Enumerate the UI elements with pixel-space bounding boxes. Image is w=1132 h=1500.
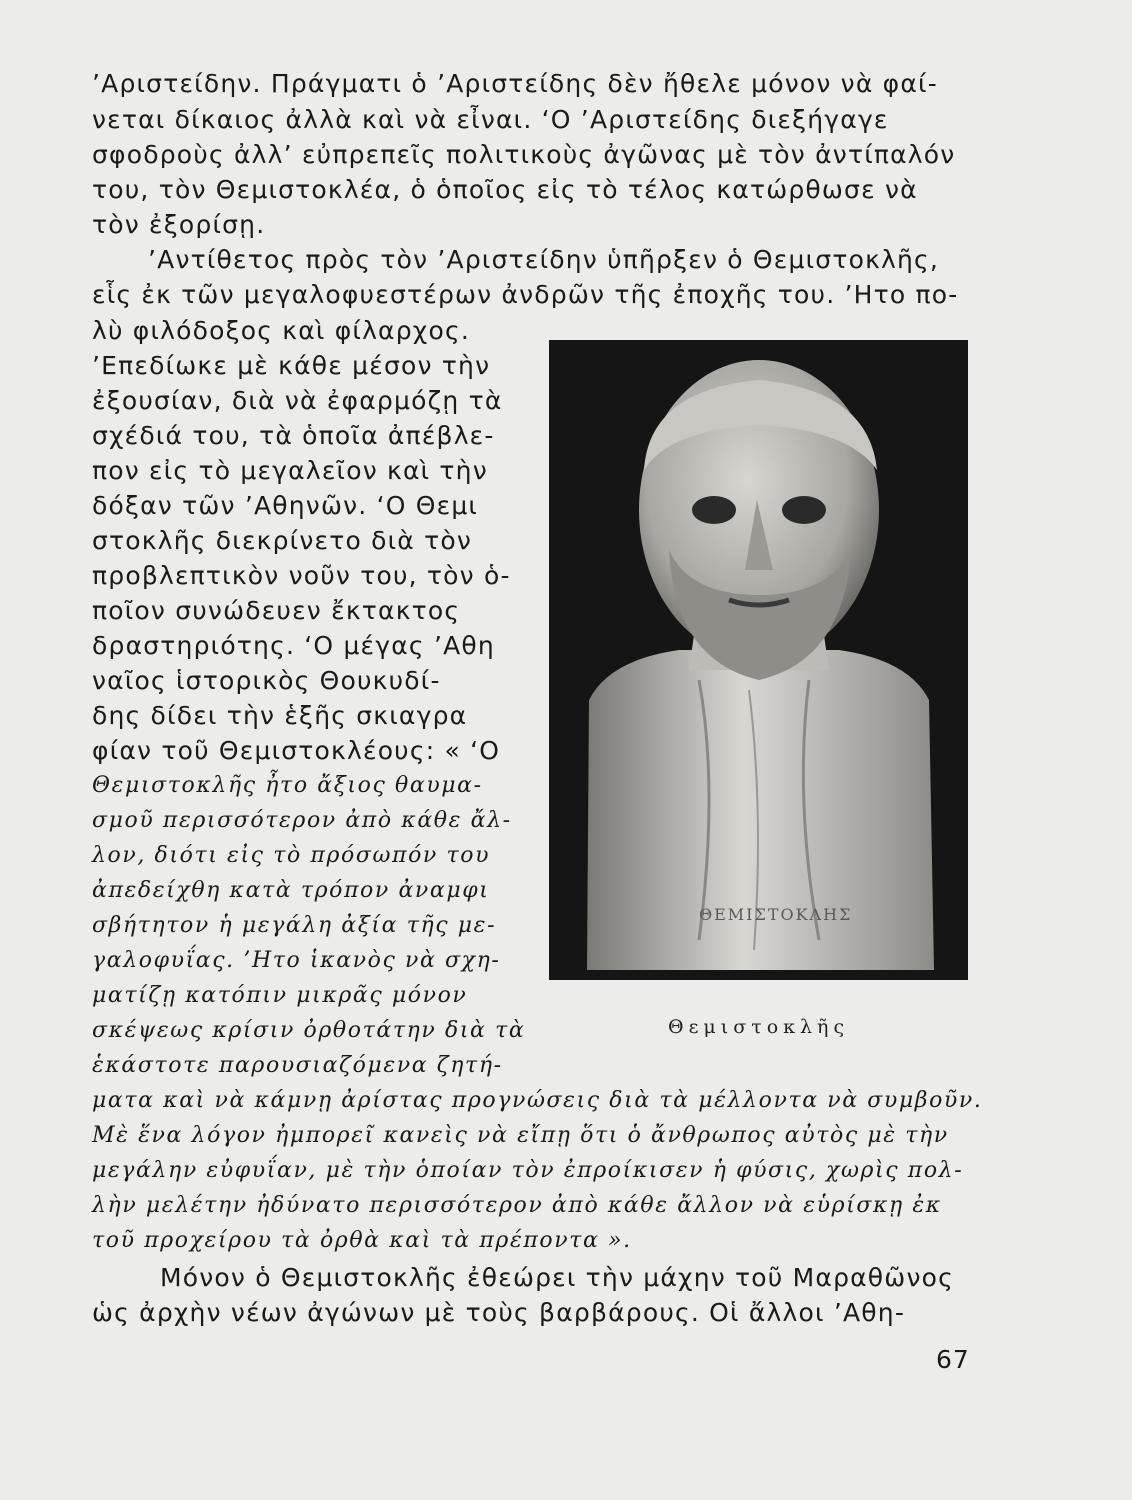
text-line: λὺ φιλόδοξος καὶ φίλαρχος.	[92, 316, 470, 345]
quote-line: γαλοφυΐας. ’Ητο ἱκανὸς νὰ σχη-	[92, 948, 501, 973]
text-line: πον εἰς τὸ μεγαλεῖον καὶ τὴν	[92, 456, 488, 485]
text-line: νεται δίκαιος ἀλλὰ καὶ νὰ εἶναι. ‘Ο ’Αριστείδης διεξήγαγε	[92, 105, 889, 134]
quote-line: ματα καὶ νὰ κάμνῃ ἀρίστας προγνώσεις διὰ τὰ μέλλοντα νὰ συμβοῦν.	[92, 1088, 983, 1113]
text-line: ναῖος ἱστορικὸς Θουκυδί-	[92, 666, 441, 695]
text-line: δης δίδει τὴν ἑξῆς σκιαγρα	[92, 701, 468, 730]
quote-line: ἑκάστοτε παρουσιαζόμενα ζητή-	[92, 1053, 503, 1078]
bust-image	[549, 340, 968, 980]
quote-line: ἀπεδείχθη κατὰ τρόπον ἀναμφι	[92, 878, 490, 903]
quote-line: μεγάλην εὐφυΐαν, μὲ τὴν ὁποίαν τὸν ἐπροίκισεν ἡ φύσις, χωρὶς πολ-	[92, 1158, 964, 1183]
bust-inscription: ΘΕΜΙΣΤΟΚΛΗΣ	[699, 905, 853, 924]
quote-line: σμοῦ περισσότερον ἀπὸ κάθε ἄλ-	[92, 808, 512, 833]
quote-line: ματίζῃ κατόπιν μικρᾶς μόνον	[92, 983, 468, 1008]
quote-line: σβήτητον ἡ μεγάλη ἀξία τῆς με-	[92, 913, 497, 938]
text-line: προβλεπτικὸν νοῦν του, τὸν ὁ-	[92, 561, 511, 590]
quote-line: λὴν μελέτην ἠδύνατο περισσότερον ἀπὸ κάθε ἄλλον νὰ εὑρίσκῃ ἐκ	[92, 1193, 942, 1218]
text-line: δραστηριότης. ‘Ο μέγας ’Αθη	[92, 631, 495, 660]
page-number: 67	[936, 1345, 970, 1374]
bust-photograph	[549, 340, 968, 980]
quote-line: Μὲ ἕνα λόγον ἠμπορεῖ κανεὶς νὰ εἴπῃ ὅτι ὁ ἄνθρωπος αὐτὸς μὲ τὴν	[92, 1123, 949, 1148]
text-line: ὡς ἀρχὴν νέων ἀγώνων μὲ τοὺς βαρβάρους. Οἱ ἄλλοι ’Αθη-	[92, 1298, 906, 1327]
quote-line: λον, διότι εἰς τὸ πρόσωπόν του	[92, 843, 491, 868]
text-line: ἐξουσίαν, διὰ νὰ ἐφαρμόζῃ τὰ	[92, 386, 503, 415]
text-line: σχέδιά του, τὰ ὁποῖα ἀπέβλε-	[92, 421, 495, 450]
quote-line: Θεμιστοκλῆς ἦτο ἄξιος θαυμα-	[92, 773, 483, 798]
text-line: τὸν ἐξορίσῃ.	[92, 210, 266, 239]
text-line: ’Επεδίωκε μὲ κάθε μέσον τὴν	[92, 351, 491, 380]
text-line: εἷς ἐκ τῶν μεγαλοφυεστέρων ἀνδρῶν τῆς ἐποχῆς του. ’Ητο πο-	[92, 280, 959, 309]
text-line: φίαν τοῦ Θεμιστοκλέους: « ‘Ο	[92, 736, 501, 765]
text-line: σφοδροὺς ἀλλ’ εὐπρεπεῖς πολιτικοὺς ἀγῶνας μὲ τὸν ἀντίπαλόν	[92, 140, 956, 169]
text-line: ποῖον συνώδευεν ἔκτακτος	[92, 596, 461, 625]
quote-line: τοῦ προχείρου τὰ ὀρθὰ καὶ τὰ πρέποντα ».	[92, 1228, 632, 1253]
text-line: στοκλῆς διεκρίνετο διὰ τὸν	[92, 526, 472, 555]
figure-caption: Θεμιστοκλῆς	[668, 1016, 850, 1038]
quote-line: σκέψεως κρίσιν ὀρθοτάτην διὰ τὰ	[92, 1018, 526, 1043]
text-line: Μόνον ὁ Θεμιστοκλῆς ἐθεώρει τὴν μάχην τοῦ Μαραθῶνος	[160, 1263, 954, 1292]
text-line: ’Αριστείδην. Πράγματι ὁ ’Αριστείδης δὲν ἤθελε μόνον νὰ φαί-	[92, 69, 938, 98]
text-line: ’Αντίθετος πρὸς τὸν ’Αριστείδην ὑπῆρξεν ὁ Θεμιστοκλῆς,	[148, 245, 940, 274]
text-line: δόξαν τῶν ’Αθηνῶν. ‘Ο Θεμι	[92, 491, 479, 520]
text-line: του, τὸν Θεμιστοκλέα, ὁ ὁποῖος εἰς τὸ τέλος κατώρθωσε νὰ	[92, 175, 918, 204]
